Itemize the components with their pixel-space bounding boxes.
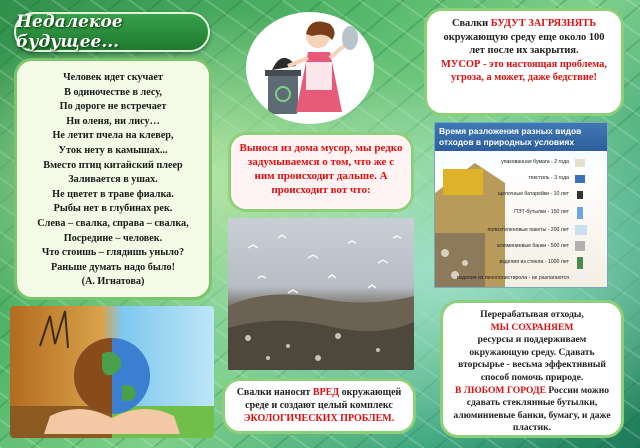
poem-line: Ни оленя, ни лису… (66, 115, 160, 127)
poem-panel (14, 58, 212, 300)
poem-line: Раньше думать надо было! (50, 261, 175, 273)
intro-text: Вынося из дома мусор, мы редко задумываемся о том, что же с ним происходит дальше. А происходит вот что: (239, 142, 403, 196)
pollution-text-4: МУСОР - это настоящая проблема, угроза, а может, даже бедствие! (441, 58, 607, 84)
decomposition-row: полиэтиленовые пакеты - 200 лет (487, 227, 569, 233)
poem-author: (А. Игнатова) (81, 276, 145, 288)
recycling-text-2: МЫ СОХРАНЯЕМ (490, 321, 574, 333)
poem-line: Не цветет в траве фиалка. (52, 188, 174, 200)
earth-in-hands-image (10, 306, 214, 438)
poem-line: По дороге не встречает (59, 101, 167, 113)
decomposition-row: текстиль - 3 года (528, 175, 569, 181)
poem-line: Посредине – человек. (63, 232, 163, 244)
poem-line: Вместо птиц китайский плеер (43, 159, 183, 171)
pollution-text-panel (424, 8, 624, 116)
harm-text-4: ЭКОЛОГИЧЕСКИХ ПРОБЛЕМ. (243, 413, 395, 424)
decomposition-row: изделия из стекла - 1000 лет (499, 259, 569, 265)
poem-line: Уток нету в камышах... (58, 144, 168, 156)
decomposition-title: Время разложения разных видов отходов в природных условиях (435, 123, 607, 151)
recycling-text-1: Перерабатывая отходы, (480, 309, 584, 320)
recycling-text-panel (440, 300, 624, 438)
poem-line: Человек идет скучает (63, 72, 163, 83)
page-title (14, 12, 210, 52)
decomposition-row: ПЭТ-бутылки - 150 лет (514, 209, 569, 215)
decomposition-row: щелочные батарейки - 10 лет (498, 191, 569, 197)
woman-with-trash-image (246, 12, 374, 124)
decomposition-infographic (434, 122, 608, 288)
pollution-text-2: БУДУТ ЗАГРЯЗНЯТЬ (490, 18, 597, 29)
pollution-text-3: окружающую среду еще около 100 лет после их закрытия. (443, 31, 605, 57)
decomposition-row: упакованная бумага - 2 года (501, 159, 569, 165)
harm-text-1: Свалки наносят (236, 387, 313, 398)
harm-text-3: окружающей среде и создают целый комплекс (245, 387, 402, 411)
decomposition-row: алюминиевые банки - 500 лет (496, 243, 569, 249)
poem-line: Слева – свалка, справа – свалка, (37, 217, 189, 229)
recycling-text-3: ресурсы и поддерживаем окружающую среду. Сдавать вторсырье - весьма эффективный способ помочь природе. (458, 334, 606, 383)
recycling-text-4: В ЛЮБОМ ГОРОДЕ (454, 384, 546, 396)
recycling-text-5: России можно сдавать стеклянные бутылки, алюминиевые банки, бумагу, и даже пластик. (453, 384, 611, 434)
intro-text-panel (228, 132, 414, 212)
decomposition-row: изделия из пенополистирола - не разлагаются (456, 275, 569, 281)
poem-line: В одиночестве в лесу, (64, 86, 162, 98)
poem-line: Что стоишь – глядишь уныло? (41, 247, 185, 259)
poem-line: Не летит пчела на клевер, (52, 130, 174, 142)
harm-text-panel (222, 378, 416, 434)
landfill-photo (228, 218, 414, 370)
poem-line: Заливается в ушах. (68, 174, 158, 186)
pollution-text-1: Свалки (451, 18, 491, 29)
poem-line: Рыбы нет в глубинах рек. (53, 203, 173, 215)
harm-text-2: ВРЕД (312, 387, 340, 398)
page-title-text: Недалекое будущее... (16, 12, 123, 52)
